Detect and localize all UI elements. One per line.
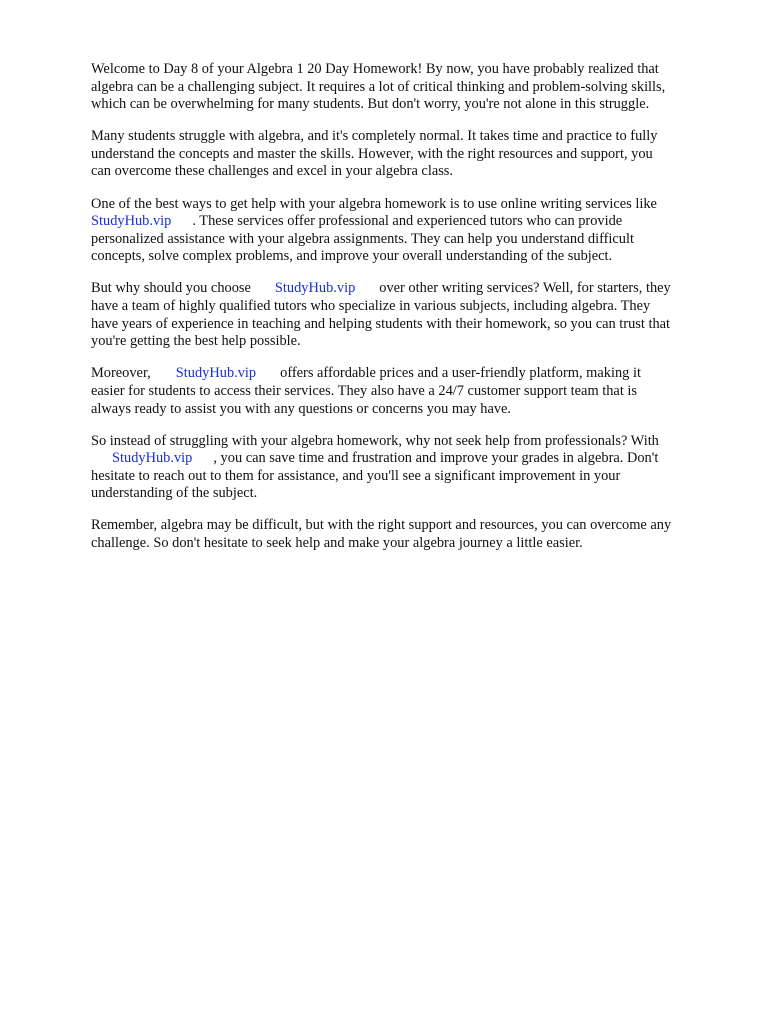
text-line: Welcome to Day 8 of your Algebra 1 20 Day Homework! By now, you have probably realized that <box>91 61 659 77</box>
text-line: personalized assistance with your algebra assignments. They can help you understand difficult <box>91 230 634 247</box>
text-line <box>91 213 731 231</box>
document-body <box>91 61 731 567</box>
text-line: you're getting the best help possible. <box>91 333 301 350</box>
text-line <box>91 280 731 298</box>
paragraph-best-ways <box>91 196 731 266</box>
text-line: algebra can be a challenging subject. It requires a lot of critical thinking and problem-solving skills, <box>91 78 666 95</box>
text-fragment: Moreover, <box>91 365 151 382</box>
text-line: have a team of highly qualified tutors who specialize in various subjects, including algebra. They <box>91 298 651 315</box>
paragraph-why-choose <box>91 280 731 350</box>
text-line: concepts, solve complex problems, and improve your overall understanding of the subject. <box>91 248 613 265</box>
text-line: Many students struggle with algebra, and it's completely normal. It takes time and practice to fully <box>91 128 658 145</box>
text-line: So instead of struggling with your algebra homework, why not seek help from professionals? With <box>91 432 659 449</box>
studyhub-link[interactable]: StudyHub.vip <box>91 213 172 230</box>
text-line: have years of experience in teaching and helping students with their homework, so you can trust that <box>91 315 671 332</box>
text-line: which can be overwhelming for many students. But don't worry, you're not alone in this struggle. <box>91 96 650 113</box>
text-fragment: But why should you choose <box>91 280 251 297</box>
paragraph-struggle <box>91 128 731 181</box>
text-line: hesitate to reach out to them for assistance, and you'll see a significant improvement in your <box>91 467 621 484</box>
studyhub-link[interactable]: StudyHub.vip <box>112 450 193 467</box>
text-line: Remember, algebra may be difficult, but with the right support and resources, you can overcome any <box>91 517 672 534</box>
text-line <box>91 450 731 468</box>
text-line: easier for students to access their services. They also have a 24/7 customer support team that is <box>91 382 638 399</box>
text-fragment: over other writing services? Well, for starters, they <box>379 280 671 297</box>
paragraph-moreover <box>91 365 731 418</box>
text-line: challenge. So don't hesitate to seek help and make your algebra journey a little easier. <box>91 535 583 552</box>
text-line: understanding of the subject. <box>91 485 258 502</box>
text-line: always ready to assist you with any questions or concerns you may have. <box>91 400 512 417</box>
paragraph-instead <box>91 433 731 503</box>
text-line: One of the best ways to get help with your algebra homework is to use online writing services like <box>91 195 657 212</box>
studyhub-link[interactable]: StudyHub.vip <box>175 365 257 382</box>
text-line: understand the concepts and master the skills. However, with the right resources and support, you <box>91 145 653 162</box>
text-line <box>91 365 731 383</box>
text-fragment: , you can save time and frustration and improve your grades in algebra. Don't <box>213 450 659 467</box>
studyhub-link[interactable]: StudyHub.vip <box>274 280 356 297</box>
text-line: can overcome these challenges and excel in your algebra class. <box>91 163 454 180</box>
paragraph-intro <box>91 61 731 114</box>
text-fragment: . These services offer professional and experienced tutors who can provide <box>192 213 623 230</box>
paragraph-remember <box>91 517 731 552</box>
text-fragment: offers affordable prices and a user-friendly platform, making it <box>280 365 641 382</box>
